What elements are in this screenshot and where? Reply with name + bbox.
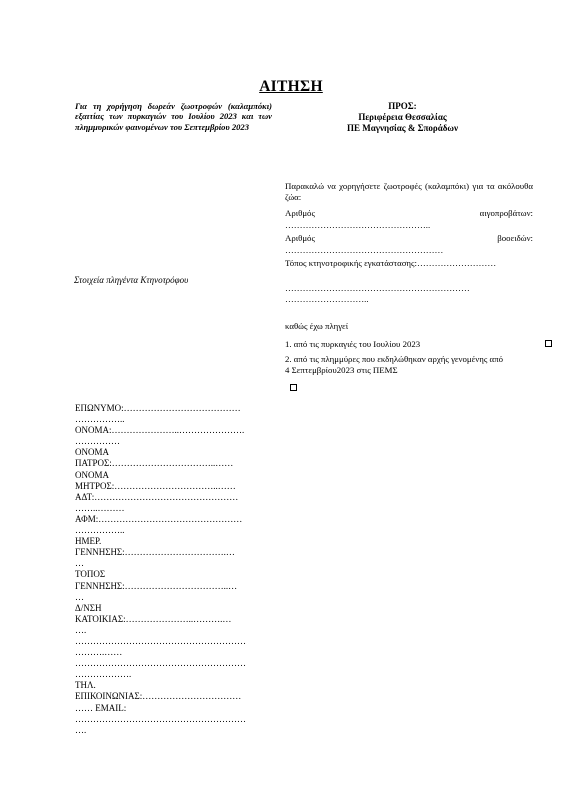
field-line[interactable]: …………….. [75, 414, 125, 425]
field-line[interactable]: ΓΕΝΝΗΣΗΣ:……………………………..… [75, 580, 238, 591]
field-line[interactable]: ………………………………………………… [75, 713, 246, 724]
recipient-unit: ΠΕ Μαγνησίας & Σποράδων [346, 123, 459, 133]
recipient-block [300, 101, 505, 134]
field-line[interactable]: ΠΑΤΡΟΣ:……………………………..…… [75, 458, 234, 469]
field-line[interactable]: ΕΠΙΚΟΙΝΩΝΙΑΣ:…………………………… [75, 691, 242, 702]
farmer-details-label: Στοιχεία πληγέντα Κτηνοτρόφου [74, 275, 189, 285]
goat-sheep-field[interactable]: ………………………………………….. [285, 220, 431, 230]
fires-checkbox[interactable] [545, 340, 552, 347]
field-line[interactable]: ΜΗΤΡΟΣ:……………………………..…… [75, 480, 236, 491]
subject-text: Για τη χορήγηση δωρεάν ζωοτροφών (καλαμπόκι) εξαιτίας των πυρκαγιών του Ιουλίου 2023 και των πλημμυρικών φαινομένων του Σεπτεμβρίου 2023 [75, 101, 272, 132]
field-line[interactable]: … [75, 558, 84, 569]
location-label-text: Τόπος κτηνοτροφικής εγκατάστασης: [285, 258, 417, 268]
field-line[interactable]: ……….…… [75, 647, 123, 658]
cattle-field[interactable]: ……………………………………………… [285, 245, 444, 255]
field-line[interactable]: ΟΝΟΜΑ:…………………..…………………. [75, 425, 245, 436]
field-line[interactable]: ΗΜΕΡ. [75, 536, 102, 547]
recipient-region: Περιφέρεια Θεσσαλίας [358, 112, 447, 122]
field-line[interactable]: …. [75, 624, 87, 635]
location-field[interactable]: ……………………… [416, 258, 497, 268]
field-line[interactable]: Δ/ΝΣΗ [75, 602, 102, 613]
field-line[interactable]: ΟΝΟΜΑ [75, 447, 110, 458]
field-line[interactable]: ΕΠΩΝΥΜΟ:………………………………… [75, 403, 241, 413]
field-line[interactable]: … [75, 591, 84, 602]
floods-checkbox[interactable] [290, 384, 297, 391]
affected-intro: καθώς έχω πληγεί [285, 321, 349, 331]
field-line[interactable]: …. [75, 724, 87, 735]
field-line[interactable]: ΑΦΜ:………………………………………… [75, 513, 243, 524]
field-line[interactable]: ………………………………………………… [75, 658, 246, 669]
request-intro: Παρακαλώ να χορηγήσετε ζωοτροφές (καλαμπόκι) για τα ακόλουθα ζώα: [285, 181, 533, 202]
cattle-label: Αριθμός βοοειδών: [285, 233, 533, 243]
field-line[interactable]: ……..……… [75, 502, 125, 513]
field-line[interactable]: …… EMAIL: [75, 702, 127, 713]
field-line[interactable]: ………………………………………………… [75, 635, 246, 646]
option-floods: 2. από τις πλημμύρες που εκδηλώθηκαν αρχής γενομένης από 4 Σεπτεμβρίου2023 στις ΠΕΜΣ [285, 354, 504, 375]
field-line[interactable]: …………….. [75, 525, 125, 536]
field-line[interactable]: ΤΟΠΟΣ [75, 569, 106, 580]
field-line[interactable]: ΟΝΟΜΑ [75, 469, 110, 480]
option-fires: 1. από τις πυρκαγιές του Ιουλίου 2023 [285, 339, 421, 349]
goat-sheep-label: Αριθμός αιγοπροβάτων: [285, 208, 533, 218]
field-line[interactable]: ΚΑΤΟΙΚΙΑΣ:…………………..……….… [75, 613, 232, 624]
location-label [285, 258, 533, 269]
document-title: ΑΙΤΗΣΗ [259, 78, 323, 95]
field-line[interactable]: ………………. [75, 669, 132, 680]
field-line[interactable]: ΓΕΝΝΗΣΗΣ:…………………………….… [75, 547, 235, 558]
personal-fields [75, 403, 290, 736]
recipient-label: ΠΡΟΣ: [388, 101, 417, 111]
location-field-line2[interactable]: ……………………………………………………… [285, 283, 470, 293]
location-field-line3[interactable]: ……………………….. [285, 294, 369, 304]
field-line[interactable]: …………… [75, 436, 120, 447]
field-line[interactable]: ΑΔΤ:………………………………………… [75, 491, 239, 502]
field-line[interactable]: ΤΗΛ. [75, 680, 96, 691]
